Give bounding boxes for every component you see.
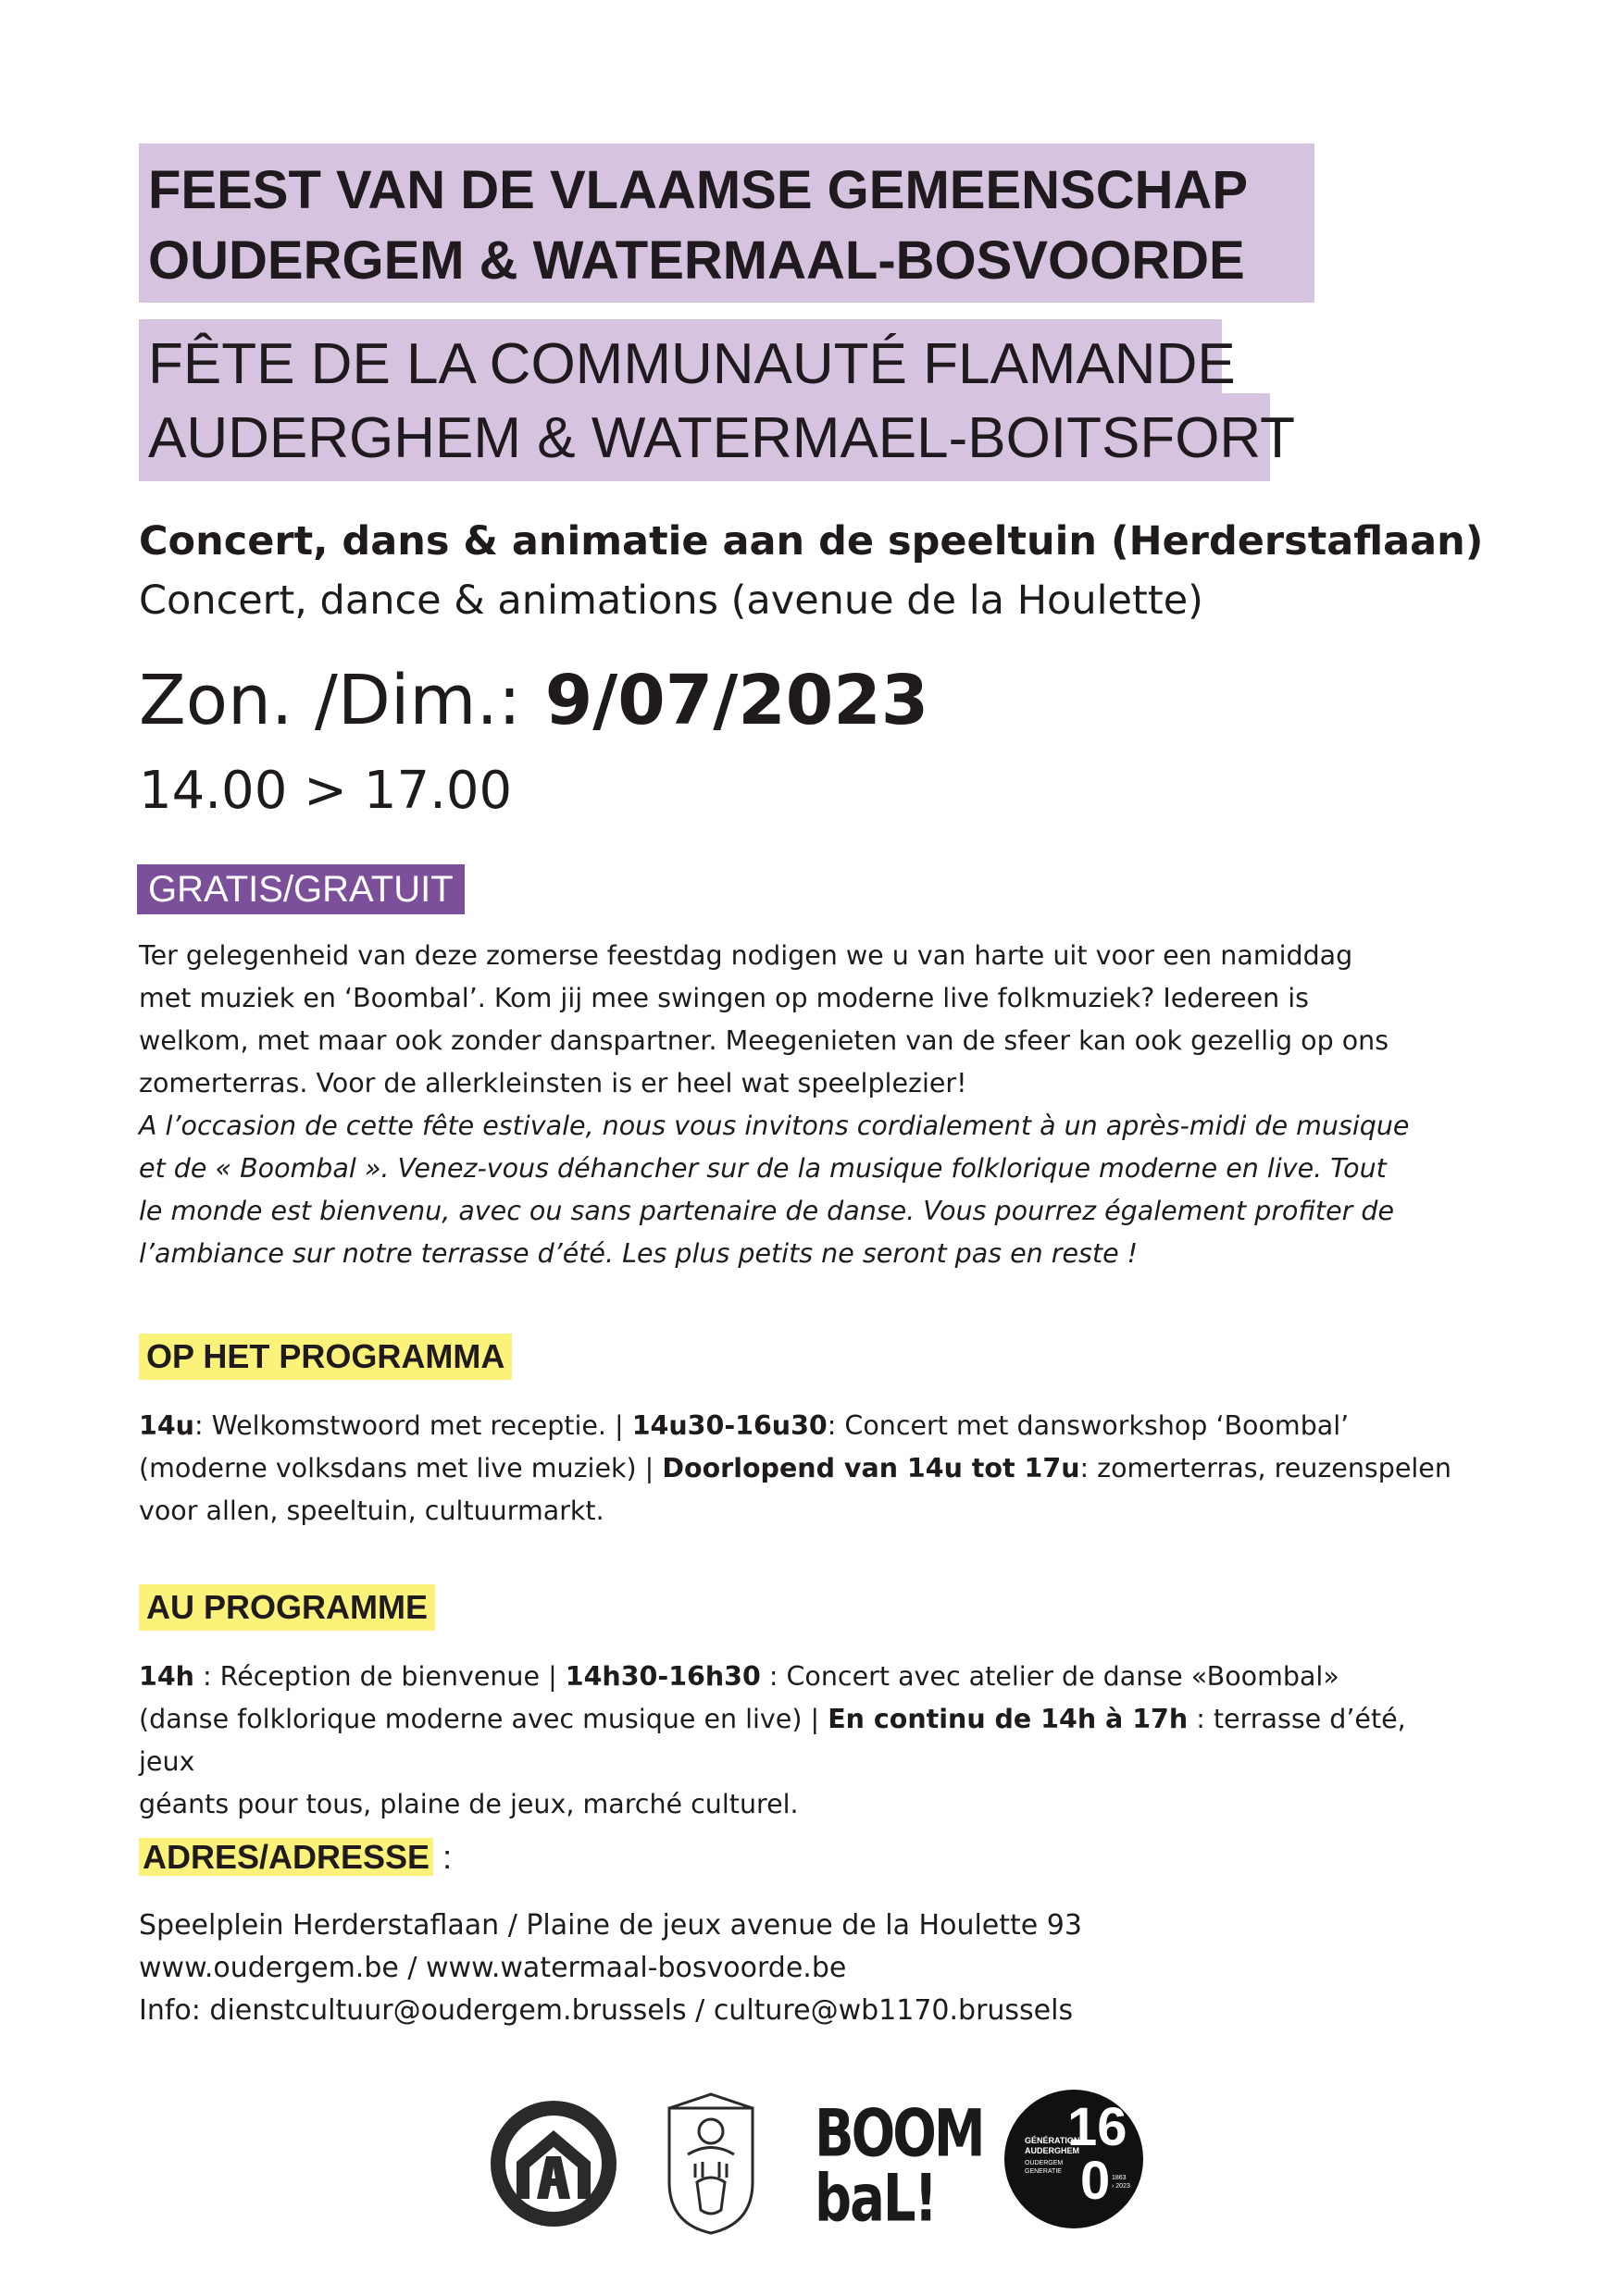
program-fr-desc3b: géants pour tous, plaine de jeux, marché culturel.: [139, 1789, 799, 1819]
title-fr-line2: AUDERGHEM & WATERMAEL-BOITSFORT: [148, 406, 1295, 470]
program-nl-desc2b: (moderne volksdans met live muziek) |: [139, 1453, 663, 1483]
ancienne-belgique-logo-icon: [489, 2099, 618, 2228]
intro-nl-line: welkom, met maar ook zonder danspartner. Meegenieten van de sfeer kan ook gezellig op ons: [139, 1025, 1389, 1056]
address-heading-suffix: :: [433, 1838, 453, 1876]
program-nl-text: [139, 1405, 1453, 1533]
title-fr-line1: FÊTE DE LA COMMUNAUTÉ FLAMANDE: [148, 332, 1236, 396]
intro-nl-line: zomerterras. Voor de allerkleinsten is er heel wat speelplezier!: [139, 1068, 967, 1098]
free-badge: GRATIS/GRATUIT: [137, 864, 465, 914]
program-fr-time3: En continu de 14h à 17h: [828, 1704, 1189, 1734]
program-fr-heading: AU PROGRAMME: [139, 1584, 435, 1631]
program-fr-desc3: : terrasse d’été, jeux: [139, 1704, 1406, 1777]
gen-number-0: 0: [1080, 2151, 1111, 2211]
gen-number-16: 16: [1067, 2097, 1127, 2157]
event-date: [139, 659, 928, 742]
program-fr-time2: 14h30-16h30: [565, 1661, 761, 1692]
boombal-logo: [815, 2096, 983, 2237]
gen-label-2: AUDERGHEM: [1025, 2146, 1080, 2155]
address-info-emails[interactable]: Info: dienstcultuur@oudergem.brussels / culture@wb1170.brussels: [139, 1994, 1074, 2027]
date-value: 9/07/2023: [520, 661, 929, 740]
intro-fr-line: le monde est bienvenu, avec ou sans partenaire de danse. Vous pourrez également profiter de: [139, 1196, 1395, 1226]
subtitle-nl: Concert, dans & animatie aan de speeltuin (Herderstaflaan): [139, 518, 1484, 565]
intro-nl-line: met muziek en ‘Boombal’. Kom jij mee swingen op moderne live folkmuziek? Iedereen is: [139, 983, 1310, 1013]
gen-label-4: GENERATIE: [1025, 2168, 1062, 2175]
intro-nl-line: Ter gelegenheid van deze zomerse feestdag nodigen we u van harte uit voor een namiddag: [139, 940, 1353, 971]
title-nl-line2: OUDERGEM & WATERMAAL-BOSVOORDE: [148, 230, 1245, 291]
program-nl-desc1: : Welkomstwoord met receptie. |: [193, 1410, 632, 1441]
gen-years-1: 1863: [1112, 2175, 1127, 2181]
address-heading: ADRES/ADRESSE: [139, 1838, 433, 1876]
subtitle-en: Concert, dance & animations (avenue de la Houlette): [139, 577, 1203, 624]
program-nl-heading: OP HET PROGRAMMA: [139, 1334, 512, 1380]
gen-label-1: GÉNÉRATION: [1025, 2136, 1080, 2145]
intro-fr-line: et de « Boombal ». Venez-vous déhancher sur de la musique folklorique moderne en live. Tout: [139, 1153, 1387, 1184]
program-nl-desc3: : zomerterras, reuzenspelen: [1079, 1453, 1451, 1483]
program-fr-desc2: : Concert avec atelier de danse «Boombal»: [760, 1661, 1339, 1692]
intro-fr-line: l’ambiance sur notre terrasse d’été. Les plus petits ne seront pas en reste !: [139, 1238, 1139, 1269]
date-separator: :: [498, 661, 521, 740]
title-nl-line1: FEEST VAN DE VLAAMSE GEMEENSCHAP: [148, 160, 1249, 220]
intro-text: [139, 935, 1453, 1275]
program-nl-desc2: : Concert met dansworkshop ‘Boombal’: [827, 1410, 1350, 1441]
generation-auderghem-logo: [1004, 2090, 1143, 2228]
address-heading-wrap: [139, 1834, 452, 1880]
boombal-logo-top: BOOM: [815, 2096, 983, 2172]
program-fr-text: [139, 1656, 1453, 1826]
gen-label-3: OUDERGEM: [1025, 2160, 1064, 2166]
intro-fr-line: A l’occasion de cette fête estivale, nous vous invitons cordialement à un après-midi de musique: [139, 1111, 1410, 1141]
program-nl-time3: Doorlopend van 14u tot 17u: [662, 1453, 1080, 1483]
address-line1: Speelplein Herderstaflaan / Plaine de jeux avenue de la Houlette 93: [139, 1909, 1082, 1942]
program-fr-desc2b: (danse folklorique moderne avec musique en live) |: [139, 1704, 828, 1734]
program-nl-time2: 14u30-16u30: [631, 1410, 828, 1441]
event-time: 14.00 > 17.00: [139, 761, 513, 821]
address-websites[interactable]: www.oudergem.be / www.watermaal-bosvoorde.be: [139, 1952, 847, 1984]
program-nl-desc3b: voor allen, speeltuin, cultuurmarkt.: [139, 1496, 604, 1526]
program-fr-time1: 14h: [139, 1661, 194, 1692]
boombal-logo-bottom: baL!: [815, 2161, 937, 2237]
program-fr-desc1: : Réception de bienvenue |: [193, 1661, 566, 1692]
gen-years-2: › 2023: [1112, 2183, 1130, 2190]
coat-of-arms-logo-icon: [660, 2090, 762, 2238]
date-label: Zon. /Dim.: [139, 661, 498, 740]
program-nl-time1: 14u: [139, 1410, 194, 1441]
